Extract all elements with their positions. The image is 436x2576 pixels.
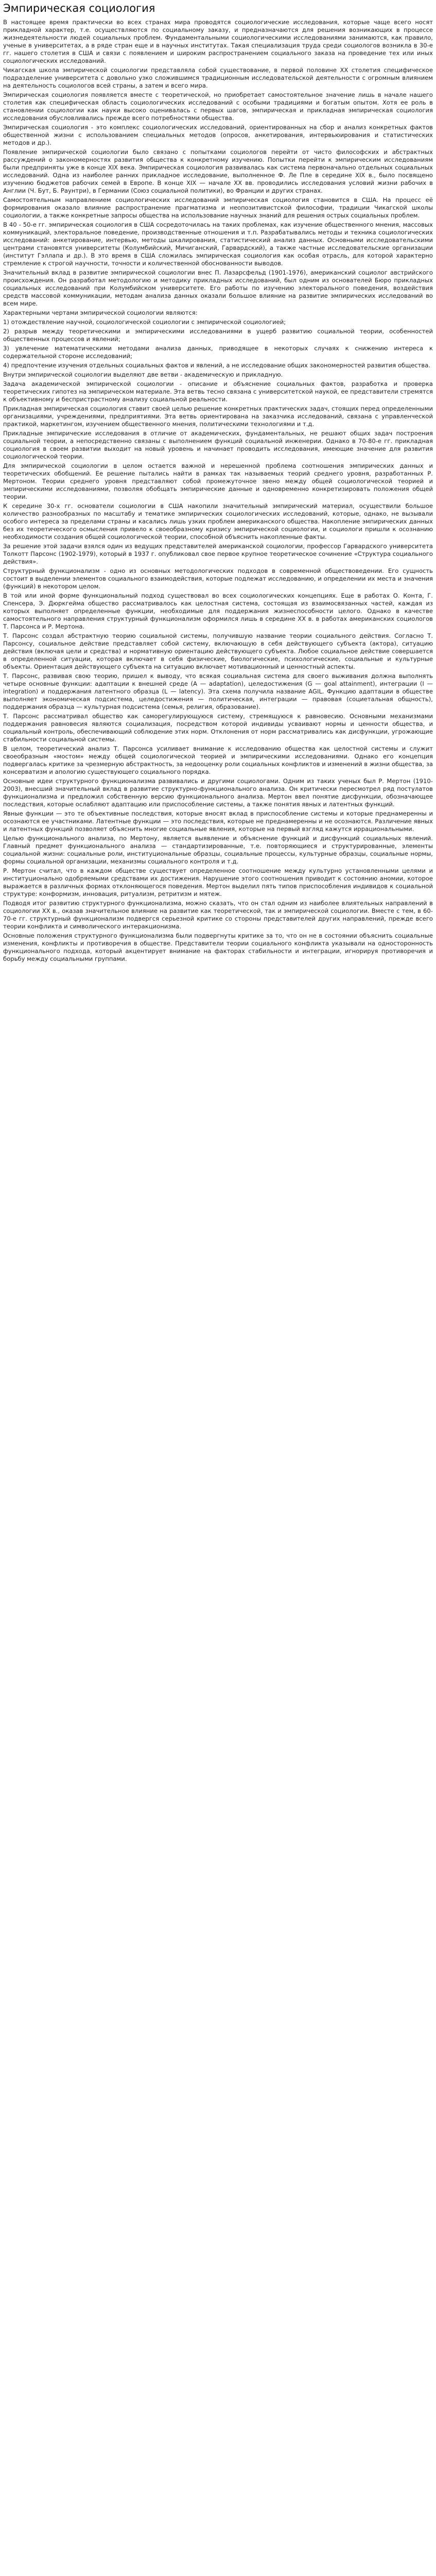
paragraph: Т. Парсонс создал абстрактную теорию социальной системы, получившую название теории социального действия. Согласно Т. Парсонсу, социальное действие представляет собой систему, включающую в себя действующего субъекта (актора), ситуацию действия (включая цели и средства) и нормативную ориентацию действующего субъекта. Любое социальное действие совершается в определенной ситуации, которая включает в себя физические, биологические, психологические, социальные и культурные объекты. Ориентация действующего субъекта на ситуацию включает мотивационный и ценностный аспекты.: [3, 632, 433, 670]
paragraph: Эмпирическая социология - это комплекс социологических исследований, ориентированных на сбор и анализ конкретных фактов общественной жизни с использованием специальных методов (опросов, анкетирования, интервьюирования и статистических методов и др.).: [3, 124, 433, 146]
paragraph: Эмпирическая социология появляется вместе с теоретической, но приобретает самостоятельное значение лишь в начале нашего столетия как специфическая область социологических исследований с особыми традициями и богатым опытом. Хотя ее роль в становлении социологии как науки высоко оценивалась с первых шагов, эмпирическая и прикладная эмпирическая социология исследования обусловливались прежде всего потребностями общества.: [3, 91, 433, 122]
paragraph: Прикладная эмпирическая социология ставит своей целью решение конкретных практических задач, стоящих перед определенными организациями, учреждениями, предприятиями. Эта ветвь ориентирована на заказчика исследований, связана с управленческой практикой, маркетингом, изучением общественного мнения, политическими технологиями и т.д.: [3, 405, 433, 428]
article-body: [3, 19, 433, 963]
page-title: Эмпирическая социология: [3, 2, 155, 14]
paragraph: Прикладные эмпирические исследования в отличие от академических, фундаментальных, не решают общих задач построения социальной теории, а непосредственно связаны с выполнением функций социальной инженерии. Однако в 70-80-е гг. прикладная социология в своем развитии выходит на новый уровень и начинает проводить исследования, имеющие значение для развития социологической теории.: [3, 430, 433, 460]
paragraph: Чикагская школа эмпирической социологии представляла собой существование, в первой половине XX столетия специфическое подразделение университета с довольно узко сложившимся традиционным исследовательской деятельности с огромным влиянием на деятельность социологов всей страны, а затем и всего мира.: [3, 66, 433, 89]
paragraph: Целью функционального анализа, по Мертону, является выявление и объяснение функций и дисфункций социальных явлений. Главный предмет функционального анализа — стандартизированные, т.е. повторяющиеся и структурированные, элементы социальной жизни: социальные роли, институциональные образцы, социальные процессы, культурные образцы, социальные нормы, формы социальной организации, механизмы социального контроля и т.д.: [3, 835, 433, 865]
paragraph: Самостоятельным направлением социологических исследований эмпирическая социология становится в США. На процесс её формирования оказало влияние распространение прагматизма и неопозитивистской философии, традиции Чикагской школы социологии, а также конкретные запросы общества на использование научных знаний для решения острых социальных проблем.: [3, 196, 433, 219]
list-item: 1) отождествление научной, социологической социологии с эмпирической социологией;: [3, 318, 286, 326]
paragraph: Задача академической эмпирической социологии - описание и объяснение социальных фактов, разработка и проверка теоретических гипотез на эмпирическом материале. Эта ветвь тесно связана с университетской наукой, ее представители стремятся к объективному и беспристрастному анализу социальной реальности.: [3, 380, 433, 403]
paragraph: За решение этой задачи взялся один из ведущих представителей американской социологии, профессор Гарвардского университета Толкотт Парсонс (1902-1979), который в 1937 г. опубликовал свое первое крупное теоретическое сочинение «Структура социального действия».: [3, 543, 433, 565]
paragraph: Значительный вклад в развитие эмпирической социологии внес П. Лазарсфельд (1901-1976), американский социолог австрийского происхождения. Он разработал методологию и методику прикладных исследований, был одним из основателей Бюро прикладных социальных исследований при Колумбийском университете. Его работы по изучению электорального поведения, воздействия средств массовой коммуникации, методам анализа данных оказали большое влияние на развитие эмпирических исследований во всем мире.: [3, 269, 433, 307]
paragraph: Т. Парсонс, развивая свою теорию, пришел к выводу, что всякая социальная система для своего выживания должна выполнять четыре основные функции: адаптации к внешней среде (A — adaptation), целедостижения (G — goal attainment), интеграции (I — integration) и поддержания латентного образца (L — latency). Эта схема получила название AGIL. Функцию адаптации в обществе выполняет экономическая подсистема, целедостижения — политическая, интеграции — правовая (социетальная общность), поддержания образца — культурная подсистема (семья, религия, образование).: [3, 672, 433, 710]
paragraph: Структурный функционализм - одно из основных методологических подходов в современной обществоведении. Его сущность состоит в выделении элементов социального взаимодействия, которые подлежат исследованию, и определении их места и значения (функций) в некотором целом.: [3, 567, 433, 590]
paragraph: Характерными чертами эмпирической социологии являются:: [3, 309, 198, 316]
list-item: 4) предпочтение изучения отдельных социальных фактов и явлений, а не исследование общих закономерностей развития общества.: [3, 362, 431, 369]
paragraph: В той или иной форме функциональный подход существовал во всех социологических концепциях. Еще в работах О. Конта, Г. Спенсера, Э. Дюркгейма общество рассматривалось как целостная система, состоящая из взаимосвязанных частей, каждая из которых выполняет определенные функции, необходимые для поддержания жизнеспособности целого. Однако в качестве самостоятельного направления структурный функционализм оформился лишь в середине XX в. в работах американских социологов Т. Парсонса и Р. Мертона.: [3, 592, 433, 630]
paragraph: Основные идеи структурного функционализма развивались и другими социологами. Одним из таких ученых был Р. Мертон (1910-2003), внесший значительный вклад в развитие структурно-функционального анализа. Он критически пересмотрел ряд постулатов функционализма и предложил собственную версию функционального анализа. Мертон ввел понятие дисфункции, обозначающее последствия, которые ослабляют адаптацию или приспособление системы, а также понятия явных и латентных функций.: [3, 777, 433, 808]
paragraph: Явные функции — это те объективные последствия, которые вносят вклад в приспособление системы и которые преднамеренны и осознаются ее участниками. Латентные функции — это последствия, которые не преднамеренны и не осознаются. Различение явных и латентных функций позволяет объяснить многие социальные явления, которые на первый взгляд кажутся иррациональными.: [3, 810, 433, 833]
paragraph: Основные положения структурного функционализма были подвергнуты критике за то, что он не в состоянии объяснить социальные изменения, конфликты и противоречия в обществе. Представители теории социального конфликта указывали на односторонность функционального подхода, который акцентирует внимание на факторах стабильности и интеграции, игнорируя противоречия и борьбу между социальными группами.: [3, 932, 433, 962]
paragraph: Появление эмпирической социологии было связано с попытками социологов перейти от чисто философских и абстрактных рассуждений о закономерностях развития общества к конкретному изучению. Попытки перейти к эмпирическим исследованиям были предприняты уже в конце XIX века. Эмпирическая социология развивалась как система первоначально отдельных социальных исследований. Одна из наиболее ранних прикладное исследование, выполненное Ф. Ле Пле в середине XIX в., было посвящено изучению бюджетов рабочих семей в Европе. В конце XIX — начале XX вв. проводились исследования условий жизни рабочих в Англии (Ч. Бут, Б. Раунтри), в Германии (Союз социальной политики), во Франции и других странах.: [3, 148, 433, 194]
paragraph: Т. Парсонс рассматривал общество как саморегулирующуюся систему, стремящуюся к равновесию. Основными механизмами поддержания равновесия являются социализация, посредством которой индивиды усваивают нормы и ценности общества, и социальный контроль, обеспечивающий соблюдение этих норм. Отклонения от норм рассматривались как дисфункции, угрожающие стабильности социальной системы.: [3, 713, 433, 743]
paragraph: В 40 - 50-е гг. эмпирическая социология в США сосредоточилась на таких проблемах, как изучение общественного мнения, массовых коммуникаций, электоральное поведение, производственные отношения и т.п. Разрабатывались методы и техника социологических исследований: анкетирование, интервью, методы шкалирования, статистический анализ данных. Основными исследовательскими центрами становятся университеты (Колумбийский, Мичиганский, Гарвардский), а также частные исследовательские организации (институт Гэллапа и др.). В это время в США сложилась эмпирическая социология как особая отрасль, для которой характерно стремление к строгой научности, точности и количественной обоснованности выводов.: [3, 221, 433, 267]
paragraph: Подводя итог развитию структурного функционализма, можно сказать, что он стал одним из наиболее влиятельных направлений в социологии XX в., оказав значительное влияние на развитие как теоретической, так и эмпирической социологии. Вместе с тем, в 60-70-е гг. структурный функционализм подвергся серьезной критике со стороны представителей других направлений, прежде всего теории конфликта и символического интеракционизма.: [3, 900, 433, 930]
list-item: 2) разрыв между теоретическими и эмпирическими исследованиями в ущерб развитию социальной теории, особенностей общественных процессов и явлений;: [3, 328, 433, 343]
paragraph: Для эмпирической социологии в целом остается важной и нерешенной проблема соотношения эмпирических данных и теоретических обобщений. Ее решение пытались найти в рамках так называемых теорий среднего уровня, разработанных Р. Мертоном. Теории среднего уровня представляют собой промежуточное звено между общей социологической теорией и эмпирическими исследованиями, позволяя обобщать эмпирические данные и одновременно конкретизировать положения общей теории.: [3, 462, 433, 500]
paragraph: Р. Мертон считал, что в каждом обществе существует определенное соотношение между культурно установленными целями и институционально одобряемыми средствами их достижения. Нарушение этого соотношения приводит к состоянию аномии, которое выражается в различных формах отклоняющегося поведения. Мертон выделил пять типов приспособления индивидов к социальной структуре: конформизм, инновация, ритуализм, ретритизм и мятеж.: [3, 867, 433, 897]
list-item: 3) увлечение математическими методами анализа данных, приводящее в некоторых случаях к снижению интереса к содержательной стороне исследований;: [3, 345, 433, 360]
paragraph: В настоящее время практически во всех странах мира проводятся социологические исследования, которые чаще всего носят прикладной характер, т.е. осуществляются по социальному заказу, и предназначаются для решения возникающих в процессе жизнедеятельности людей социальных проблем. Фундаментальными социологическими исследованиями занимаются, как правило, ученые в университетах, а в ряде стран еще и в научных институтах. Такая специализация труда среди социологов возникла в 30-е гг. нашего столетия в США и связи с появлением и широким распространением социального заказа на проведение тех или иных социологических исследований.: [3, 19, 433, 64]
paragraph: Внутри эмпирической социологии выделяют две ветви - академическую и прикладную.: [3, 371, 283, 378]
paragraph: К середине 30-х гг. основатели социологии в США накопили значительный эмпирический материал, осуществили большое количество разнообразных по масштабу и тематике эмпирических социологических исследований, которые, однако, не вызывали особого интереса за пределами страны и касались лишь узких проблем американского общества. Накопление эмпирических данных без их теоретического осмысления привело к своеобразному кризису эмпирической социологии, и социологи пришли к осознанию необходимости создания общей социологической теории, способной объяснить накопленные факты.: [3, 502, 433, 540]
paragraph: В целом, теоретический анализ Т. Парсонса усиливает внимание к исследованию общества как целостной системы и служит своеобразным «мостом» между общей социологической теорией и эмпирическими исследованиями. Однако его концепция подвергалась критике за чрезмерную абстрактность, за недооценку роли социальных конфликтов и изменений в жизни общества, за консерватизм и апологию существующего социального порядка.: [3, 745, 433, 775]
